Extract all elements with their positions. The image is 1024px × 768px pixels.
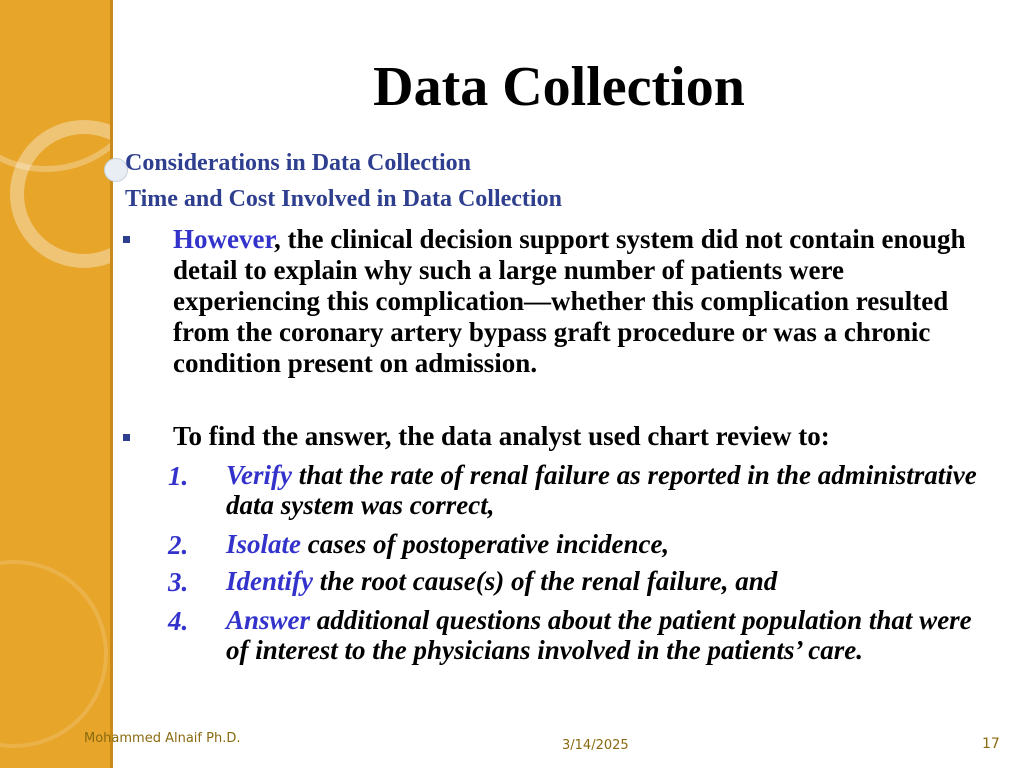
footer-date: 3/14/2025 [562,738,629,753]
bullet-paragraph-chart-review [173,421,993,452]
list-item-isolate [226,529,986,559]
list-number: 2. [168,530,189,560]
list-number: 4. [168,606,189,636]
list-text: additional questions about the patient population that were of interest to the physicians involved in the patients’ care. [226,605,972,665]
bullet-marker [123,236,130,243]
list-text: cases of postoperative incidence, [301,529,670,559]
list-text: that the rate of renal failure as reported in the administrative data system was correct, [226,460,977,520]
subheading-time-cost: Time and Cost Involved in Data Collection [125,186,562,212]
list-item-identify [226,566,986,596]
highlight-word: However [173,224,274,254]
highlight-word: Isolate [226,529,302,559]
bullet-paragraph-however [173,224,993,379]
bullet-text: To find the answer, the data analyst used chart review to: [173,421,830,451]
list-text: the root cause(s) of the renal failure, and [313,566,778,596]
bullet-text: , the clinical decision support system did not contain enough detail to explain why such a large number of patients were experiencing this complication—whether this complication resulted from the coronary artery bypass graft procedure or was a chronic condition present on admission. [173,224,966,378]
highlight-word: Identify [226,566,313,596]
decor-circle-bottom [0,560,108,748]
bullet-marker [123,434,130,441]
footer-author: Mohammed Alnaif Ph.D. [84,731,241,746]
list-item-answer [226,605,986,665]
list-number: 3. [168,567,189,597]
list-number: 1. [168,461,189,491]
footer-page-number: 17 [982,736,1000,752]
list-item-verify [226,460,986,520]
highlight-word: Answer [226,605,311,635]
slide-title: Data Collection [373,56,745,118]
subheading-considerations: Considerations in Data Collection [125,150,472,176]
highlight-word: Verify [226,460,292,490]
